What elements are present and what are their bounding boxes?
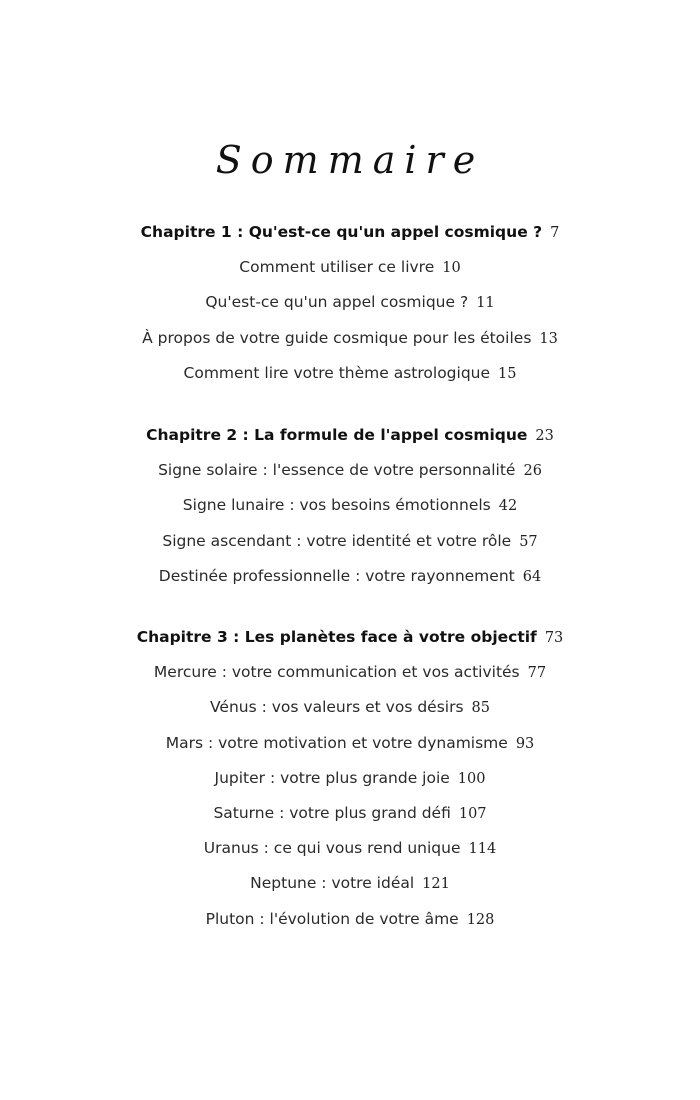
page-number: 114 — [468, 841, 497, 858]
page-number: 42 — [498, 498, 518, 515]
toc-entry[interactable] — [0, 453, 700, 488]
toc-entry[interactable] — [0, 690, 700, 725]
chapter-title: Chapitre 3 : Les planètes face à votre objectif — [136, 628, 537, 646]
toc-entry[interactable] — [0, 285, 700, 320]
toc-entry[interactable] — [0, 321, 700, 356]
toc-entry[interactable] — [0, 250, 700, 285]
toc-entry[interactable] — [0, 488, 700, 523]
page-number: 128 — [466, 911, 495, 928]
toc-entry[interactable] — [0, 655, 700, 690]
chapter-2-section — [0, 418, 700, 594]
page-number: 11 — [476, 295, 495, 312]
entry-title: Qu'est-ce qu'un appel cosmique ? — [205, 293, 469, 312]
page-number: 23 — [535, 428, 554, 444]
chapter-3-section — [0, 620, 700, 937]
page-number: 57 — [519, 533, 538, 550]
page-number: 10 — [442, 260, 461, 277]
entry-title: Uranus : ce qui vous rend unique — [203, 839, 461, 858]
page-number: 107 — [458, 805, 487, 822]
chapter-heading[interactable] — [0, 620, 700, 655]
toc-entry[interactable] — [0, 796, 700, 831]
page-number: 77 — [527, 665, 547, 682]
entry-title: Comment lire votre thème astrologique — [183, 363, 491, 382]
toc-entry[interactable] — [0, 356, 700, 391]
toc-entry[interactable] — [0, 902, 700, 937]
page-number: 15 — [498, 365, 517, 382]
page-number: 13 — [539, 330, 558, 347]
entry-title: Mercure : votre communication et vos activités — [153, 663, 520, 682]
toc-title: Sommaire — [215, 138, 485, 182]
entry-title: Pluton : l'évolution de votre âme — [205, 909, 459, 928]
page-number: 26 — [523, 463, 542, 480]
toc-entry[interactable] — [0, 524, 700, 559]
entry-title: Jupiter : votre plus grande joie — [214, 768, 450, 787]
entry-title: Neptune : votre idéal — [250, 874, 415, 893]
toc-entry[interactable] — [0, 726, 700, 761]
entry-title: Comment utiliser ce livre — [239, 258, 435, 277]
page-number: 73 — [544, 630, 564, 646]
entry-title: Mars : votre motivation et votre dynamisme — [165, 733, 508, 752]
chapter-heading[interactable] — [0, 215, 700, 250]
page-number: 85 — [471, 700, 490, 717]
toc-entry[interactable] — [0, 866, 700, 901]
chapter-title: Chapitre 2 : La formule de l'appel cosmique — [146, 426, 528, 444]
page-number: 93 — [515, 735, 535, 752]
entry-title: À propos de votre guide cosmique pour les étoiles — [142, 328, 532, 347]
entry-title: Signe ascendant : votre identité et votre rôle — [162, 531, 512, 550]
page-number: 7 — [550, 225, 560, 241]
page-number: 100 — [457, 770, 486, 787]
toc-entry[interactable] — [0, 831, 700, 866]
entry-title: Signe lunaire : vos besoins émotionnels — [182, 496, 491, 515]
chapter-1-section — [0, 215, 700, 391]
entry-title: Saturne : votre plus grand défi — [213, 803, 451, 822]
chapter-heading[interactable] — [0, 418, 700, 453]
page-number: 64 — [522, 568, 542, 585]
page-number: 121 — [422, 876, 450, 893]
chapter-title: Chapitre 1 : Qu'est-ce qu'un appel cosmique ? — [140, 223, 543, 241]
entry-title: Signe solaire : l'essence de votre personnalité — [158, 461, 516, 480]
toc-entry[interactable] — [0, 559, 700, 594]
toc-entry[interactable] — [0, 761, 700, 796]
entry-title: Vénus : vos valeurs et vos désirs — [210, 698, 464, 717]
entry-title: Destinée professionnelle : votre rayonnement — [158, 566, 515, 585]
